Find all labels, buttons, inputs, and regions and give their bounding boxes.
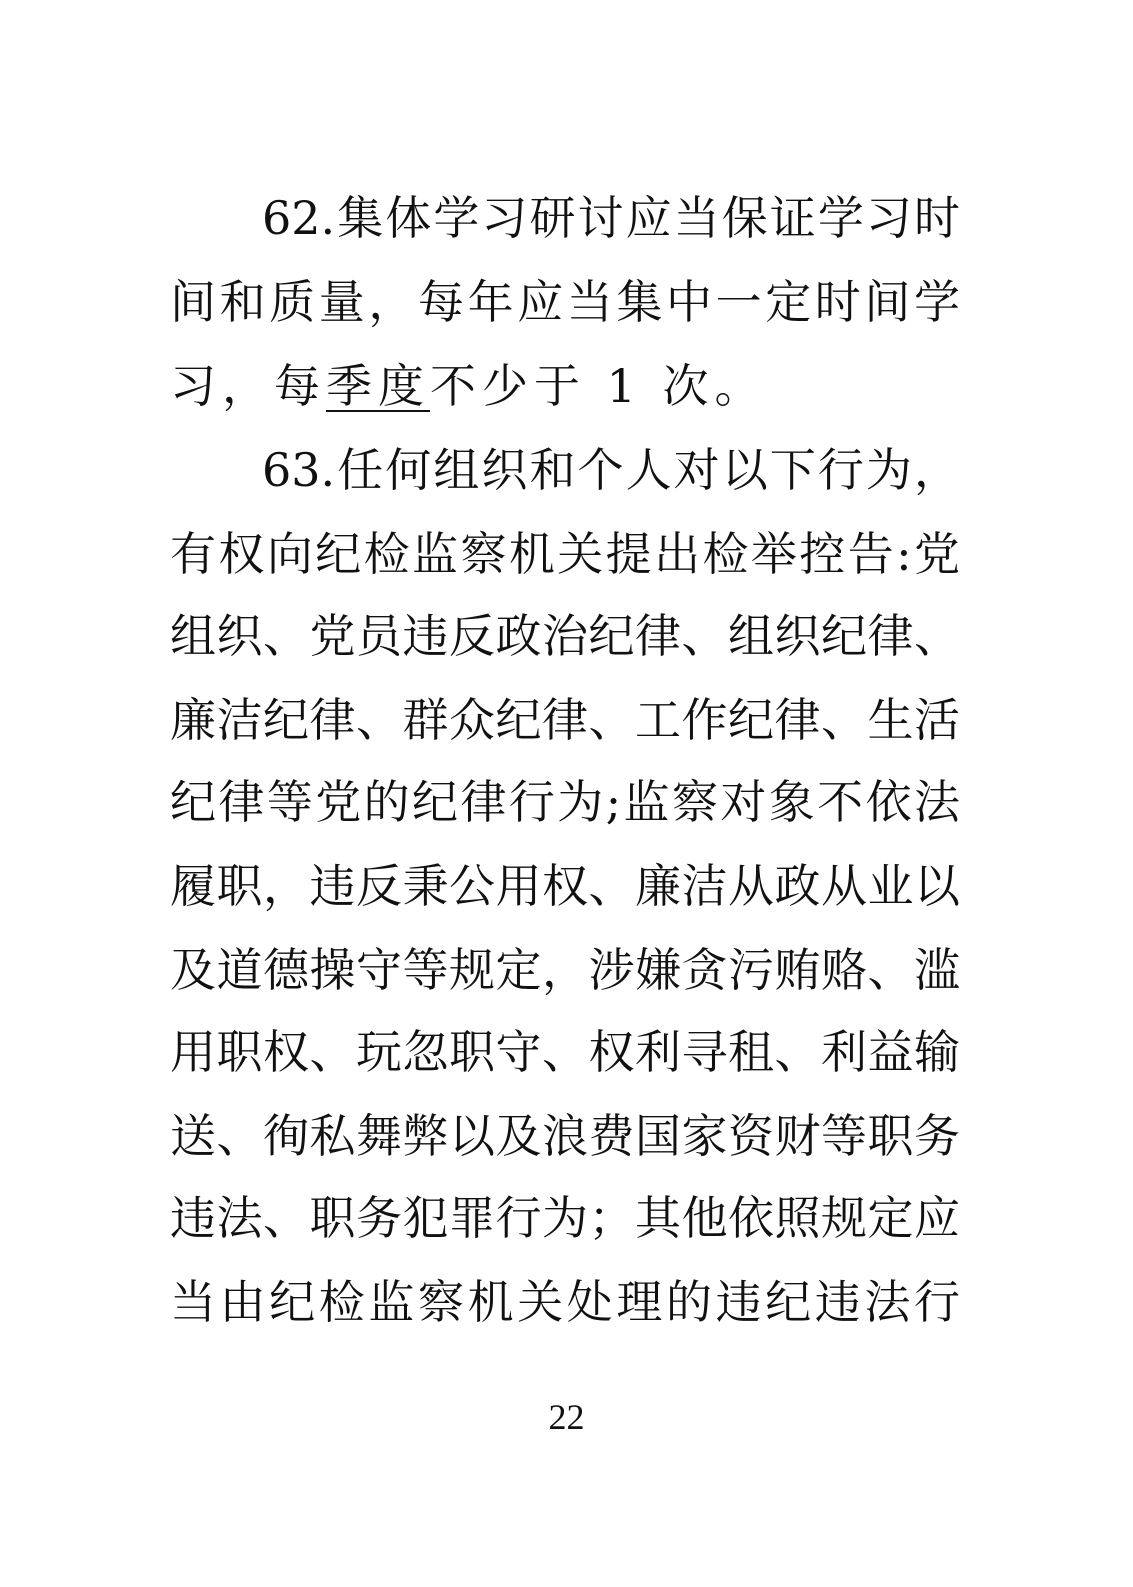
paragraph-63-line-10: 违法、职务犯罪行为；其他依照规定应: [170, 1191, 960, 1245]
paragraph-63-line-1: 63.任何组织和个人对以下行为，: [262, 443, 960, 497]
paragraph-63-line-4: 廉洁纪律、群众纪律、工作纪律、生活: [170, 693, 960, 747]
paragraph-62-line-1: 62.集体学习研讨应当保证学习时: [262, 191, 960, 245]
paragraph-63-line-11: 当由纪检监察机关处理的违纪违法行: [170, 1275, 960, 1329]
paragraph-63-line-9: 送、徇私舞弊以及浪费国家资财等职务: [170, 1109, 960, 1163]
paragraph-63-line-6: 履职，违反秉公用权、廉洁从政从业以: [170, 859, 960, 913]
paragraph-63-line-8: 用职权、玩忽职守、权利寻租、利益输: [170, 1025, 960, 1079]
paragraph-62-line-2: 间和质量，每年应当集中一定时间学: [170, 275, 960, 329]
paragraph-63-line-7: 及道德操守等规定，涉嫌贪污贿赂、滥: [170, 943, 960, 997]
paragraph-62-line-3-start: 习，每: [170, 359, 326, 413]
paragraph-63-line-5: 纪律等党的纪律行为;监察对象不依法: [170, 775, 960, 829]
paragraph-62-line-3: [170, 356, 960, 416]
page-number: 22: [548, 1397, 585, 1437]
paragraph-62-line-3-end: 不少于 1 次。: [430, 359, 767, 413]
underlined-term: 季度: [326, 359, 430, 413]
paragraph-63-line-2: 有权向纪检监察机关提出检举控告:党: [170, 527, 960, 581]
paragraph-63-line-3: 组织、党员违反政治纪律、组织纪律、: [170, 609, 960, 663]
